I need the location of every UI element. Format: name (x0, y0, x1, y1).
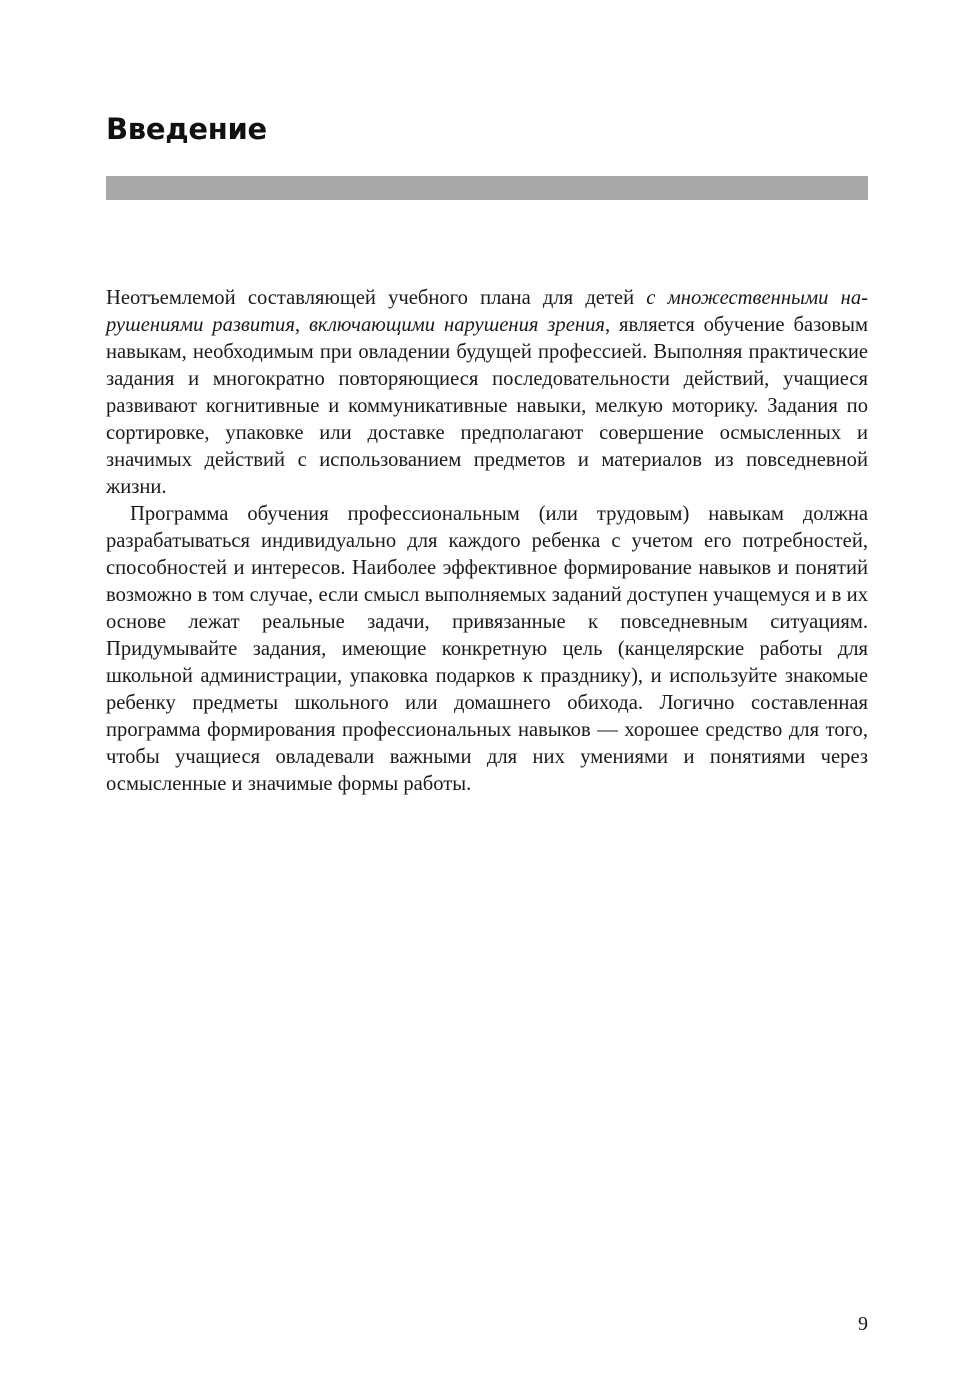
body-text (106, 285, 868, 798)
paragraph-1-end: , является обучение базовым навыкам, необходимым при овладении будущей профессией. Выполняя практические задания и многократно повторяющиеся последовательности действий, учащиеся развивают когнитивные и коммуникативные навыки, мелкую моторику. Задания по сортировке, упаковке или доставке предполагают совершение осмысленных и значимых действий с использованием предметов и материалов из повседневной жизни. (106, 314, 868, 498)
paragraph-1-start: Неотъемлемой составляющей учебного плана для детей (106, 287, 647, 309)
paragraph-1-emphasis: с множественными нарушениями развития, включающими нарушения зрения (106, 287, 869, 336)
title-divider-bar (106, 176, 868, 200)
page-title: Введение (106, 112, 267, 146)
page-number: 9 (858, 1313, 868, 1335)
paragraph-2: Программа обучения профессиональным (или трудовым) навыкам должна разрабатываться индивидуально для каждого ребенка с учетом его потребностей, способностей и интересов. Наиболее эффективное формирование навыков и понятий возможно в том случае, если смысл выполняемых заданий доступен учащемуся и в их основе лежат реальные задачи, привязанные к повседневным ситуациям. Придумывайте задания, имеющие конкретную цель (канцелярские работы для школьной администрации, упаковка подарков к празднику), и используйте знакомые ребенку предметы школьного или домашнего обихода. Логично составленная программа формирования профессиональных навыков — хорошее средство для того, чтобы учащиеся овладевали важными для них умениями и понятиями через осмысленные и значимые формы работы. (106, 503, 868, 795)
paragraph-1 (106, 285, 868, 501)
